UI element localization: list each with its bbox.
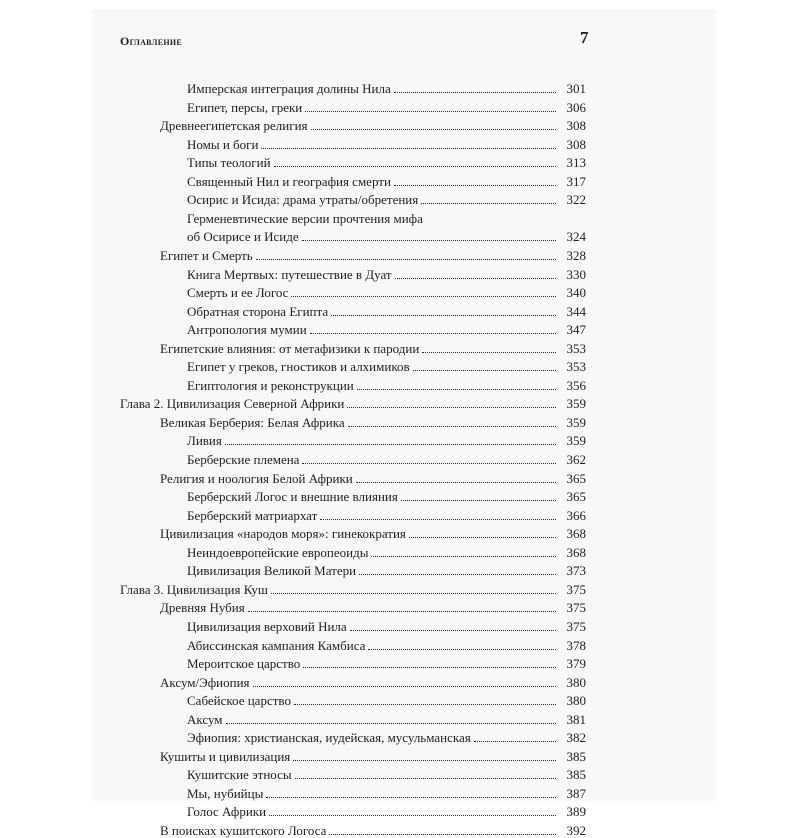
toc-subsection xyxy=(187,133,586,152)
toc-subsection xyxy=(187,615,586,634)
toc-entry-page: 359 xyxy=(566,414,586,430)
toc-entry-page: 365 xyxy=(566,489,586,505)
toc-subsection xyxy=(187,318,586,337)
dot-leader xyxy=(302,240,556,241)
dot-leader xyxy=(359,574,556,575)
toc-subsection xyxy=(187,151,586,170)
toc-subsection xyxy=(187,726,586,745)
toc-entry-page: 392 xyxy=(566,823,586,838)
dot-leader xyxy=(371,556,556,557)
dot-leader xyxy=(401,500,556,501)
toc-entry-title: Древняя Нубия xyxy=(160,600,245,616)
page-number: 7 xyxy=(580,28,589,47)
toc-entry-page: 368 xyxy=(566,526,586,542)
dot-leader xyxy=(395,278,556,279)
toc-entry-title: Неиндоевропейские европеоиды xyxy=(187,544,369,560)
toc-entry-title: Ливия xyxy=(187,433,222,449)
dot-leader xyxy=(421,203,556,204)
toc-chapter xyxy=(120,578,586,597)
toc-entry-title: Сабейское царство xyxy=(187,693,291,709)
toc-entry-page: 387 xyxy=(566,785,586,801)
toc-entry-title: Обратная сторона Египта xyxy=(187,303,329,319)
toc-subsection xyxy=(187,96,586,115)
toc-entry-title: Цивилизация Великой Матери xyxy=(187,563,357,579)
dot-leader xyxy=(302,463,556,464)
toc-entry-page: 389 xyxy=(566,804,586,820)
toc-subsection xyxy=(187,448,586,467)
toc-entry-page: 353 xyxy=(566,359,586,375)
dot-leader xyxy=(357,389,556,390)
toc-entry-page: 381 xyxy=(566,711,586,727)
toc-subsection xyxy=(187,300,586,319)
toc-entry-page: 379 xyxy=(566,656,586,672)
toc-entry-page: 322 xyxy=(566,192,586,208)
dot-leader xyxy=(394,92,556,93)
dot-leader xyxy=(303,667,556,668)
toc-entry-page: 356 xyxy=(566,377,586,393)
toc-section xyxy=(160,337,586,356)
dot-leader xyxy=(409,537,556,538)
toc-entry-page: 324 xyxy=(566,229,586,245)
dot-leader xyxy=(274,166,556,167)
toc-entry-title: Смерть и ее Логос xyxy=(187,285,289,301)
toc-subsection xyxy=(187,77,586,96)
toc-entry-page: 308 xyxy=(566,136,586,152)
toc-section xyxy=(160,819,586,838)
dot-leader xyxy=(350,630,556,631)
toc-chapter xyxy=(120,392,586,411)
toc-section xyxy=(160,522,586,541)
toc-subsection xyxy=(187,763,586,782)
toc-section xyxy=(160,467,586,486)
dot-leader xyxy=(348,426,556,427)
toc-section xyxy=(160,596,586,615)
toc-entry-title: Мы, нубийцы xyxy=(187,785,264,801)
dot-leader xyxy=(394,185,556,186)
toc-entry-title: Религия и ноология Белой Африки xyxy=(160,470,353,486)
toc-subsection xyxy=(187,281,586,300)
dot-leader xyxy=(474,741,556,742)
toc-entry-title: Кушитские этносы xyxy=(187,767,292,783)
dot-leader xyxy=(356,482,556,483)
toc-entry-title: Мероитское царство xyxy=(187,656,301,672)
dot-leader xyxy=(422,352,556,353)
toc-subsection xyxy=(187,485,586,504)
toc-entry-title: Берберские племена xyxy=(187,452,300,467)
toc-entry-title: Голос Африки xyxy=(187,804,267,820)
toc-subsection xyxy=(187,225,586,244)
toc-subsection xyxy=(187,689,586,708)
toc-subsection xyxy=(187,708,586,727)
toc-entry-page: 382 xyxy=(566,730,586,746)
toc-entry-page: 378 xyxy=(566,637,586,653)
toc-entry-title: Абиссинская кампания Камбиса xyxy=(187,637,366,653)
toc-entry-page: 328 xyxy=(566,247,586,263)
toc-entry-page: 380 xyxy=(566,674,586,690)
toc-subsection xyxy=(187,634,586,653)
toc-entry-page: 385 xyxy=(566,767,586,783)
dot-leader xyxy=(226,723,556,724)
toc-entry-title: Эфиопия: христианская, иудейская, мусульманская xyxy=(187,730,471,746)
dot-leader xyxy=(256,259,556,260)
toc-entry-title: Египетские влияния: от метафизики к пародии xyxy=(160,340,420,356)
toc-entry-page: 347 xyxy=(566,322,586,338)
dot-leader xyxy=(413,370,556,371)
dot-leader xyxy=(310,333,556,334)
toc-subsection xyxy=(187,263,586,282)
dot-leader xyxy=(225,444,556,445)
toc-entry-page: 359 xyxy=(566,396,586,412)
toc-subsection xyxy=(187,800,586,819)
dot-leader xyxy=(261,148,556,149)
toc-entry-page: 301 xyxy=(566,81,586,96)
toc-section xyxy=(160,114,586,133)
dot-leader xyxy=(295,778,556,779)
dot-leader xyxy=(305,111,556,112)
toc-subsection xyxy=(187,188,586,207)
toc-entry-title: Кушиты и цивилизация xyxy=(160,748,291,764)
toc-entry-page: 306 xyxy=(566,99,586,115)
toc-entry-page: 375 xyxy=(566,581,586,597)
toc-entry-title: В поисках кушитского Логоса xyxy=(160,823,327,838)
toc-entry-page: 359 xyxy=(566,433,586,449)
dot-leader xyxy=(248,611,556,612)
toc-section xyxy=(160,671,586,690)
toc-subsection xyxy=(187,374,586,393)
toc-entry-title-line: Герменевтические версии прочтения мифа xyxy=(187,210,423,226)
dot-leader xyxy=(320,519,556,520)
toc-entry-page: 317 xyxy=(566,173,586,189)
toc-subsection xyxy=(187,541,586,560)
toc-entry-page: 373 xyxy=(566,563,586,579)
toc-entry-page: 365 xyxy=(566,470,586,486)
toc-entry-title: об Осирисе и Исиде xyxy=(187,229,299,245)
toc-entry-page: 313 xyxy=(566,155,586,171)
toc-entry-title: Египтология и реконструкции xyxy=(187,377,354,393)
dot-leader xyxy=(294,704,556,705)
toc-section xyxy=(160,411,586,430)
toc-entry-page: 375 xyxy=(566,600,586,616)
toc-entry-title: Цивилизация верховий Нила xyxy=(187,618,347,634)
toc-entry-title: Египет и Смерть xyxy=(160,247,253,263)
toc-entry-title: Священный Нил и география смерти xyxy=(187,173,391,189)
toc-entry-page: 344 xyxy=(566,303,586,319)
toc-entry-title: Номы и боги xyxy=(187,136,259,152)
toc-subsection xyxy=(187,559,586,578)
toc-entry-page: 368 xyxy=(566,544,586,560)
toc-entry-title: Египет у греков, гностиков и алхимиков xyxy=(187,359,410,375)
toc-entry-page: 380 xyxy=(566,693,586,709)
toc-subsection xyxy=(187,504,586,523)
toc-section xyxy=(160,745,586,764)
toc-entry-title: Книга Мертвых: путешествие в Дуат xyxy=(187,266,392,282)
toc-subsection xyxy=(187,355,586,374)
running-head: Оглавление xyxy=(120,34,183,48)
toc-entry-title: Древнеегипетская религия xyxy=(160,118,308,134)
toc-entry-page: 362 xyxy=(566,452,586,467)
toc-subsection xyxy=(187,170,586,189)
dot-leader xyxy=(311,129,556,130)
toc-subsection xyxy=(187,652,586,671)
toc-subsection xyxy=(187,429,586,448)
toc-entry-title: Цивилизация «народов моря»: гинекократия xyxy=(160,526,406,542)
toc-section xyxy=(160,244,586,263)
toc-entry-title: Берберский Логос и внешние влияния xyxy=(187,489,398,505)
toc-entry-title: Великая Берберия: Белая Африка xyxy=(160,414,345,430)
toc-entry-title: Осирис и Исида: драма утраты/обретения xyxy=(187,192,419,208)
dot-leader xyxy=(269,815,556,816)
dot-leader xyxy=(329,834,556,835)
dot-leader xyxy=(253,686,556,687)
toc-entry-title: Берберский матриархат xyxy=(187,507,318,523)
toc-subsection xyxy=(187,782,586,801)
toc-entry-title: Аксум/Эфиопия xyxy=(160,674,250,690)
toc-entry-title: Антропология мумии xyxy=(187,322,307,338)
toc-entry-page: 330 xyxy=(566,266,586,282)
toc-entry-title: Глава 2. Цивилизация Северной Африки xyxy=(120,396,345,412)
toc-entry-page: 353 xyxy=(566,340,586,356)
toc-entry-page: 375 xyxy=(566,618,586,634)
toc-entry-page: 366 xyxy=(566,507,586,523)
dot-leader xyxy=(368,649,556,650)
toc-entry-page: 385 xyxy=(566,748,586,764)
toc-entry-title: Имперская интеграция долины Нила xyxy=(187,81,391,96)
toc-entry-title: Глава 3. Цивилизация Куш xyxy=(120,581,268,597)
toc-entry-title: Аксум xyxy=(187,711,223,727)
dot-leader xyxy=(266,797,556,798)
toc-entry-page: 340 xyxy=(566,285,586,301)
dot-leader xyxy=(291,296,556,297)
toc-entry-title: Типы теологий xyxy=(187,155,271,171)
dot-leader xyxy=(331,315,556,316)
toc-entry-page: 308 xyxy=(566,118,586,134)
dot-leader xyxy=(293,760,556,761)
dot-leader xyxy=(271,593,556,594)
toc-entry-title: Египет, персы, греки xyxy=(187,99,303,115)
dot-leader xyxy=(347,407,556,408)
